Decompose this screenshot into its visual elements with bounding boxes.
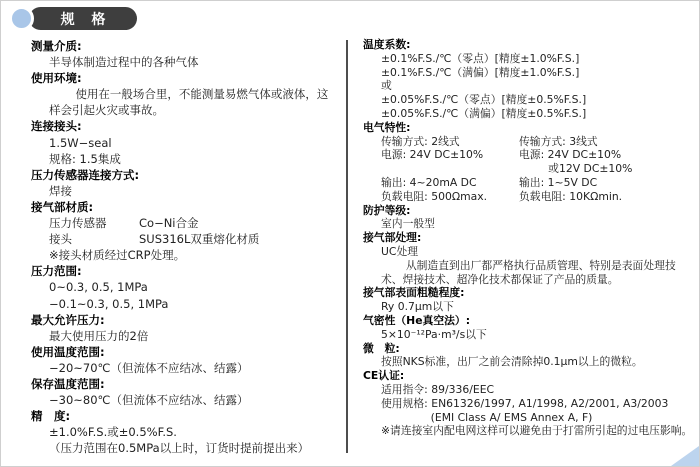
section-heading: 温度系数: bbox=[363, 38, 411, 51]
section-wetted-part-treatment bbox=[363, 231, 695, 286]
column-divider bbox=[346, 40, 348, 453]
section-heading: 连接接头: bbox=[31, 119, 82, 134]
spec-line: 0~0.3, 0.5, 1MPa bbox=[49, 280, 148, 295]
section-heading: 接气部处理: bbox=[363, 231, 422, 245]
section-wetted-material bbox=[31, 199, 337, 263]
spec-line: −20~70℃（但流体不应结冰、结露） bbox=[49, 360, 249, 375]
section-heading: 气密性（He真空法）: bbox=[363, 313, 471, 327]
spec-line: 最大使用压力的2倍 bbox=[49, 328, 149, 343]
material-label: 压力传感器 bbox=[49, 216, 107, 231]
spec-line: 半导体制造过程中的各种气体 bbox=[49, 55, 199, 70]
section-protection-class bbox=[363, 204, 695, 232]
spec-line: ±1.0%F.S.或±0.5%F.S. bbox=[49, 425, 177, 440]
section-heading: CE认证: bbox=[363, 369, 405, 383]
spec-line: 使用规格: EN61326/1997, A1/1998, A2/2001, A3/2003 bbox=[381, 396, 669, 410]
material-label: 接头 bbox=[49, 232, 72, 247]
section-heading: 最大允许压力: bbox=[31, 312, 105, 327]
electrical-row bbox=[363, 162, 695, 176]
accent-circle-icon bbox=[9, 6, 34, 31]
material-value: SUS316L双重熔化材质 bbox=[139, 232, 260, 247]
ce-lines bbox=[363, 383, 695, 424]
electrical-row bbox=[363, 135, 695, 149]
spec-line: −0.1~0.3, 0.5, 1MPa bbox=[49, 296, 169, 311]
right-column bbox=[363, 38, 695, 438]
electrical-cell: 传输方式: 3线式 bbox=[519, 134, 598, 148]
section-surface-roughness bbox=[363, 286, 695, 314]
electrical-cell: 负载电阻: 10KΩmin. bbox=[519, 189, 623, 203]
section-ce-certification bbox=[363, 369, 695, 438]
section-heading: 精 度: bbox=[31, 409, 71, 424]
section-heading: 电气特性: bbox=[363, 120, 411, 134]
spec-line: ±0.1%F.S./℃（满偏）[精度±1.0%F.S.] bbox=[381, 65, 580, 79]
section-sensor-connection-method bbox=[31, 167, 337, 199]
left-column bbox=[31, 38, 337, 456]
spec-line: ±0.05%F.S./℃（满偏）[精度±0.5%F.S.] bbox=[381, 106, 587, 120]
section-heading: 压力范围: bbox=[31, 264, 82, 279]
spec-line: 室内一般型 bbox=[381, 217, 435, 231]
spec-line: 1.5W−seal bbox=[49, 135, 112, 150]
section-heading: 保存温度范围: bbox=[31, 376, 105, 391]
electrical-cell: 电源: 24V DC±10% bbox=[381, 148, 484, 162]
section-temperature-coefficient bbox=[363, 38, 695, 121]
spec-line: ±0.1%F.S./℃（零点）[精度±1.0%F.S.] bbox=[381, 51, 580, 65]
section-heading: 使用温度范围: bbox=[31, 344, 105, 359]
spec-line: UC处理 bbox=[381, 244, 419, 258]
section-storage-temp-range bbox=[31, 376, 337, 408]
spec-line: 规格: 1.5集成 bbox=[49, 151, 121, 166]
spec-paragraph: 使用在一般场合里，不能测量易燃气体或液体，这样会引起火灾或事故。 bbox=[49, 87, 329, 118]
spec-line: ±0.05%F.S./℃（零点）[精度±0.5%F.S.] bbox=[381, 93, 587, 107]
page-corner-decoration bbox=[671, 446, 699, 466]
section-airtightness bbox=[363, 314, 695, 342]
section-electrical-characteristics bbox=[363, 121, 695, 204]
section-max-pressure bbox=[31, 312, 337, 344]
section-heading: 测量介质: bbox=[31, 39, 82, 53]
electrical-table bbox=[363, 135, 695, 204]
electrical-cell: 或12V DC±10% bbox=[548, 162, 633, 176]
material-row bbox=[31, 215, 337, 231]
section-measure-medium bbox=[31, 38, 337, 70]
electrical-cell: 输出: 1~5V DC bbox=[519, 175, 598, 189]
spec-line: 适用指令: 89/336/EEC bbox=[381, 382, 495, 396]
ce-note: ※请连接室内配电网这样可以避免由于打雷所引起的过电压影响。 bbox=[381, 424, 693, 438]
material-note: ※接头材质经过CRP处理。 bbox=[49, 248, 186, 263]
electrical-row bbox=[363, 190, 695, 204]
spec-line: （压力范围在0.5MPa以上时，订货时提前提出来） bbox=[49, 441, 310, 456]
section-heading: 防护等级: bbox=[363, 203, 411, 217]
electrical-cell: 输出: 4~20mA DC bbox=[381, 175, 477, 189]
section-pressure-range bbox=[31, 263, 337, 311]
section-heading: 使用环境: bbox=[31, 71, 82, 86]
section-accuracy bbox=[31, 408, 337, 456]
section-heading: 接气部表面粗糙程度: bbox=[363, 286, 465, 300]
electrical-cell: 传输方式: 2线式 bbox=[381, 134, 460, 148]
electrical-row bbox=[363, 176, 695, 190]
section-heading: 接气部材质: bbox=[31, 199, 94, 214]
spec-line: 按照NKS标准，出厂之前会清除掉0.1μm以上的微粒。 bbox=[381, 355, 643, 369]
section-operating-environment bbox=[31, 70, 337, 118]
section-heading: 压力传感器连接方式: bbox=[31, 167, 140, 182]
spec-line: 或 bbox=[381, 79, 392, 93]
spec-line: −30~80℃（但流体不应结冰、结露） bbox=[49, 393, 249, 408]
section-connection-joint bbox=[31, 118, 337, 166]
section-title-badge bbox=[9, 6, 149, 34]
electrical-cell bbox=[381, 162, 519, 176]
section-operating-temp-range bbox=[31, 344, 337, 376]
spec-line: 焊接 bbox=[49, 183, 72, 198]
spec-paragraph: 从制造直到出厂都严格执行品质管理、特别是表面处理技术、焊接技术、超净化技术都保证了产品的质量。 bbox=[381, 258, 676, 286]
electrical-row bbox=[363, 148, 695, 162]
electrical-cell: 电源: 24V DC±10% bbox=[519, 148, 622, 162]
material-row bbox=[31, 231, 337, 247]
page-title: 规 格 bbox=[60, 11, 112, 28]
title-pill bbox=[29, 7, 137, 30]
spec-columns bbox=[1, 38, 700, 467]
spec-line: Ry 0.7μm以下 bbox=[381, 300, 454, 314]
section-particles bbox=[363, 342, 695, 370]
material-value: Co−Ni合金 bbox=[139, 216, 199, 231]
section-heading: 微 粒: bbox=[363, 341, 400, 355]
electrical-cell: 负载电阻: 500Ωmax. bbox=[381, 189, 488, 203]
spec-line: 5×10⁻¹²Pa·m³/s以下 bbox=[381, 327, 487, 341]
spec-line: (EMI Class A/ EMS Annex A, F) bbox=[430, 410, 593, 424]
